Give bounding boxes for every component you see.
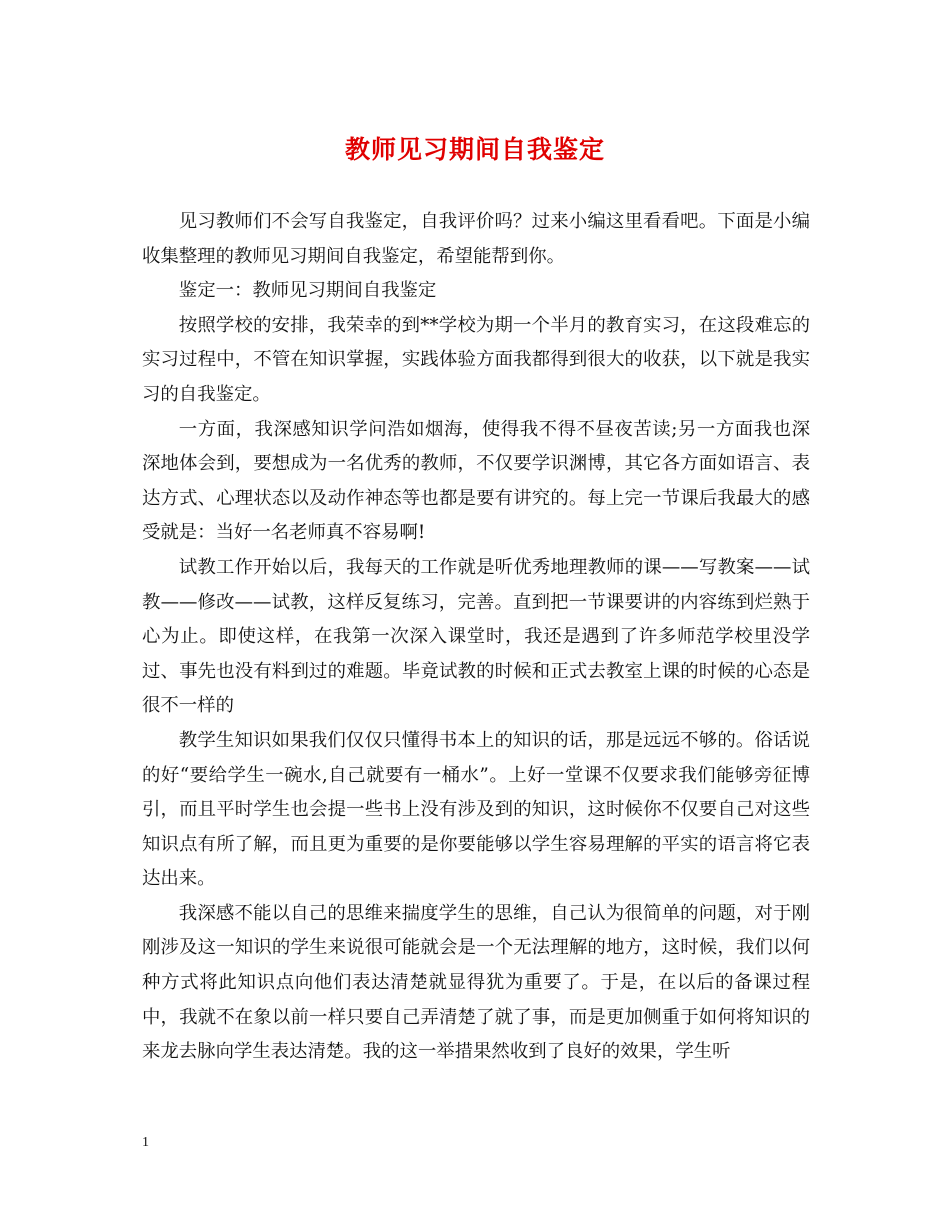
paragraph-section-heading: 鉴定一：教师见习期间自我鉴定 [178,280,437,302]
page-number: 1 [142,1135,149,1150]
paragraph-student-thinking: 我深感不能以自己的思维来揣度学生的思维，自己认为很简单的问题，对于刚刚涉及这一知识的学生来说很可能就会是一个无法理解的地方，这时候，我们以何种方式将此知识点向他们表达清楚就显得犹为重要了。于是，在以后的备课过程中，我就不在象以前一样只要自己弄清楚了就了事，而是更加侧重于如何将知识的来龙去脉向学生表达清楚。我的这一举措果然收到了良好的效果，学生听 [142,902,810,1063]
paragraph-trial-teaching: 试教工作开始以后，我每天的工作就是听优秀地理教师的课——写教案——试教——修改——试教，这样反复练习，完善。直到把一节课要讲的内容练到烂熟于心为止。即使这样，在我第一次深入课堂时，我还是遇到了许多师范学校里没学过、事先也没有料到过的难题。毕竟试教的时候和正式去教室上课的时候的心态是很不一样的 [142,556,810,717]
paragraph-intro: 见习教师们不会写自我鉴定，自我评价吗？过来小编这里看看吧。下面是小编收集整理的教师见习期间自我鉴定，希望能帮到你。 [142,211,810,267]
paragraph-knowledge: 一方面，我深感知识学问浩如烟海，使得我不得不昼夜苦读;另一方面我也深深地体会到，要想成为一名优秀的教师，不仅要学识渊博，其它各方面如语言、表达方式、心理状态以及动作神态等也都是要有讲究的。每上完一节课后我最大的感受就是：当好一名老师真不容易啊! [142,418,810,544]
document-title: 教师见习期间自我鉴定 [344,135,605,164]
paragraph-teaching-knowledge: 教学生知识如果我们仅仅只懂得书本上的知识的话，那是远远不够的。俗话说的好“要给学生一碗水,自己就要有一桶水”。上好一堂课不仅要求我们能够旁征博引，而且平时学生也会提一些书上没有涉及到的知识，这时候你不仅要自己对这些知识点有所了解，而且更为重要的是你要能够以学生容易理解的平实的语言将它表达出来。 [142,729,810,890]
document-body [142,205,810,1070]
paragraph-arrangement: 按照学校的安排，我荣幸的到**学校为期一个半月的教育实习，在这段难忘的实习过程中，不管在知识掌握，实践体验方面我都得到很大的收获，以下就是我实习的自我鉴定。 [142,314,810,405]
